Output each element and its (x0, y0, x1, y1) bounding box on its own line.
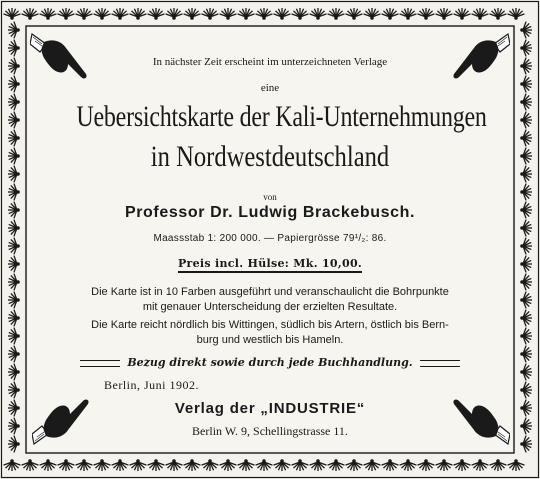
fan-ornament-icon (8, 292, 20, 309)
map-title-line-1: Uebersichtskarte der Kali-Unternehmungen (76, 100, 487, 133)
fan-ornament-icon (310, 8, 327, 20)
place-date: Berlin, Juni 1902. (104, 378, 199, 392)
fan-ornament-icon (238, 8, 255, 20)
fan-ornament-icon (520, 58, 532, 75)
fan-ornament-icon (4, 459, 21, 471)
fan-ornament-icon (8, 94, 20, 111)
publisher-name: Verlag der „INDUSTRIE“ (174, 400, 366, 417)
fan-ornament-icon (520, 256, 532, 273)
fan-ornament-icon (328, 459, 345, 471)
fan-ornament-icon (274, 8, 291, 20)
fan-ornament-icon (130, 8, 147, 20)
fan-ornament-icon (382, 8, 399, 20)
fan-ornament-icon (76, 8, 93, 20)
fan-ornament-icon (40, 459, 57, 471)
price-row (28, 252, 512, 273)
fan-ornament-icon (94, 459, 111, 471)
fan-ornament-icon (8, 148, 20, 165)
fan-ornament-icon (520, 400, 532, 417)
fan-ornament-icon (58, 459, 75, 471)
fan-ornament-icon (508, 459, 525, 471)
fan-ornament-icon (520, 238, 532, 255)
fan-ornament-icon (418, 8, 435, 20)
fan-ornament-icon (8, 328, 20, 345)
fan-ornament-icon (256, 459, 273, 471)
fan-ornament-icon (8, 436, 20, 453)
fan-ornament-icon (520, 364, 532, 381)
description-line-2: mit genauer Unterscheidung der erzielten Resultate. (142, 301, 398, 313)
fan-ornament-icon (166, 459, 183, 471)
fan-ornament-icon (8, 22, 20, 39)
fan-ornament-icon (8, 220, 20, 237)
fan-ornament-icon (148, 8, 165, 20)
fan-ornament-icon (22, 459, 39, 471)
fan-ornament-icon (520, 22, 532, 39)
fan-ornament-icon (490, 8, 507, 20)
fan-ornament-icon (520, 202, 532, 219)
fan-ornament-icon (346, 459, 363, 471)
fan-ornament-icon (8, 418, 20, 435)
fan-ornament-icon (472, 8, 489, 20)
fan-ornament-icon (292, 459, 309, 471)
fan-ornament-icon (148, 459, 165, 471)
ordering-row (80, 356, 460, 370)
double-rule-right (420, 360, 460, 367)
fan-ornament-icon (8, 184, 20, 201)
fan-ornament-icon (8, 166, 20, 183)
fan-ornament-icon (520, 76, 532, 93)
fan-ornament-icon (364, 459, 381, 471)
fan-ornament-icon (328, 8, 345, 20)
fan-ornament-icon (58, 8, 75, 20)
fan-ornament-icon (40, 8, 57, 20)
description-line-3: Die Karte reicht nördlich bis Wittingen, südlich bis Artern, östlich bis Bern- (91, 319, 449, 331)
fan-ornament-icon (130, 459, 147, 471)
description-line-4: burg und westlich bis Hameln. (196, 334, 344, 346)
map-title-line-2: in Nordwestdeutschland (150, 140, 390, 173)
publisher-address: Berlin W. 9, Schellingstrasse 11. (192, 424, 348, 438)
fan-ornament-icon (364, 8, 381, 20)
fan-ornament-icon (184, 459, 201, 471)
fan-ornament-icon (520, 148, 532, 165)
fan-ornament-icon (520, 40, 532, 57)
fan-ornament-icon (520, 292, 532, 309)
fan-ornament-icon (520, 436, 532, 453)
fan-ornament-icon (346, 8, 363, 20)
fan-ornament-icon (520, 130, 532, 147)
fan-ornament-icon (436, 8, 453, 20)
fan-ornament-icon (112, 459, 129, 471)
fan-ornament-icon (76, 459, 93, 471)
fan-ornament-icon (8, 76, 20, 93)
fan-ornament-icon (520, 166, 532, 183)
fan-ornament-icon (472, 459, 489, 471)
fan-ornament-icon (8, 346, 20, 363)
fan-ornament-icon (8, 256, 20, 273)
fan-ornament-icon (238, 459, 255, 471)
fan-ornament-icon (22, 8, 39, 20)
price-text: Preis incl. Hülse: Mk. 10,00. (178, 257, 362, 273)
fan-ornament-icon (8, 364, 20, 381)
fan-ornament-icon (8, 238, 20, 255)
advertisement-panel (28, 28, 512, 451)
fan-ornament-icon (520, 418, 532, 435)
fan-ornament-icon (292, 8, 309, 20)
fan-ornament-icon (8, 310, 20, 327)
description-line-1: Die Karte ist in 10 Farben ausgeführt und veranschaulicht die Bohrpunkte (91, 286, 449, 298)
fan-ornament-icon (520, 112, 532, 129)
intro-text: In nächster Zeit erscheint im unterzeichneten Verlage (152, 56, 388, 68)
fan-ornament-icon (520, 94, 532, 111)
fan-ornament-icon (256, 8, 273, 20)
fan-ornament-icon (400, 459, 417, 471)
fan-ornament-icon (220, 459, 237, 471)
ordering-text: Bezug direkt sowie durch jede Buchhandlung. (127, 356, 413, 369)
fan-ornament-icon (508, 8, 525, 20)
by-text: von (263, 192, 277, 202)
fan-ornament-icon (520, 346, 532, 363)
fan-ornament-icon (202, 8, 219, 20)
fan-ornament-icon (8, 58, 20, 75)
fan-ornament-icon (8, 40, 20, 57)
fan-ornament-icon (8, 130, 20, 147)
author-name: Professor Dr. Ludwig Brackebusch. (124, 204, 416, 221)
fan-ornament-icon (520, 382, 532, 399)
fan-ornament-icon (8, 112, 20, 129)
fan-ornament-icon (8, 274, 20, 291)
fan-ornament-icon (520, 274, 532, 291)
fan-ornament-icon (220, 8, 237, 20)
fan-ornament-icon (94, 8, 111, 20)
fan-ornament-icon (8, 202, 20, 219)
fan-ornament-icon (490, 459, 507, 471)
fan-ornament-icon (202, 459, 219, 471)
fan-ornament-icon (454, 8, 471, 20)
fan-ornament-icon (8, 382, 20, 399)
connector-text: eine (260, 82, 280, 94)
fan-ornament-icon (520, 184, 532, 201)
fan-ornament-icon (310, 459, 327, 471)
fan-ornament-icon (520, 220, 532, 237)
scale-info: Maassstab 1: 200 000. — Papiergrösse 79¹/₂: 86. (153, 233, 387, 244)
fan-ornament-icon (520, 328, 532, 345)
fan-ornament-icon (520, 310, 532, 327)
fan-ornament-icon (418, 459, 435, 471)
double-rule-left (80, 360, 120, 367)
fan-ornament-icon (382, 459, 399, 471)
fan-ornament-icon (166, 8, 183, 20)
fan-ornament-icon (4, 8, 21, 20)
fan-ornament-icon (112, 8, 129, 20)
fan-ornament-icon (274, 459, 291, 471)
fan-ornament-icon (400, 8, 417, 20)
fan-ornament-icon (8, 400, 20, 417)
fan-ornament-icon (454, 459, 471, 471)
fan-ornament-icon (184, 8, 201, 20)
fan-ornament-icon (436, 459, 453, 471)
